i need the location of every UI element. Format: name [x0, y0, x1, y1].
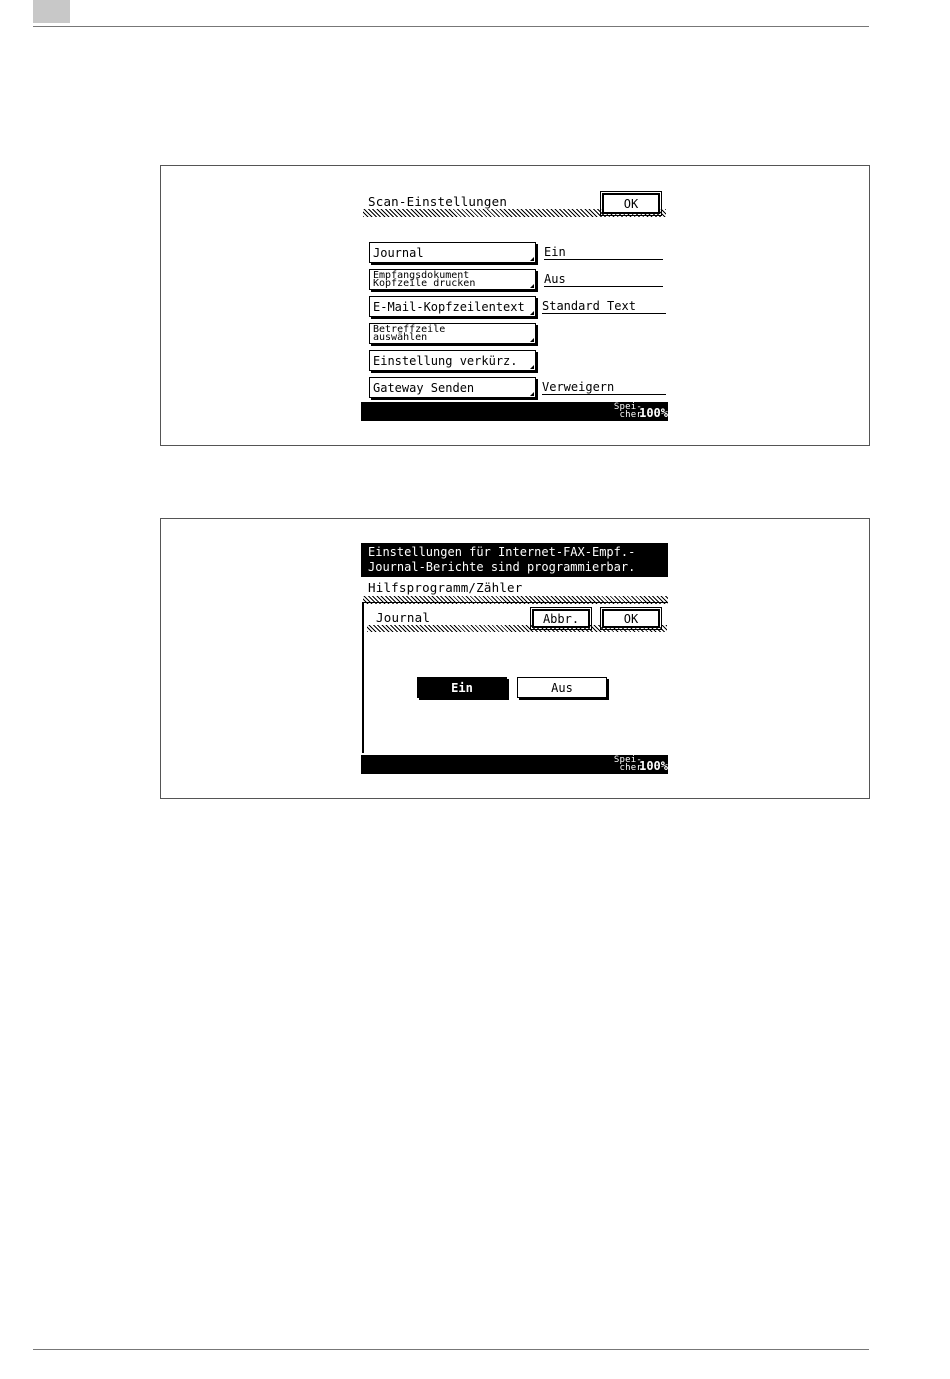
message-banner	[361, 543, 668, 577]
scan-settings-frame	[160, 165, 870, 446]
betreffzeile-button[interactable]	[369, 323, 536, 344]
betreffzeile-label-line2: auswählen	[373, 331, 428, 343]
memory-value: 100%	[639, 759, 668, 773]
einstellung-verkuerz-button[interactable]	[369, 350, 536, 371]
einstellung-verkuerz-label: Einstellung verkürz.	[373, 353, 518, 368]
empfangsdokument-value: Aus	[544, 273, 663, 287]
page-tab-marker	[33, 0, 70, 23]
betreffzeile-label-line1: Betreffzeile	[373, 323, 446, 335]
status-bar	[361, 755, 668, 774]
gateway-senden-label: Gateway Senden	[373, 380, 475, 395]
empfangsdokument-kopfzeile-button[interactable]	[369, 269, 536, 290]
option-aus-button[interactable]: Aus	[517, 677, 607, 698]
memory-label-line2: cher	[619, 410, 642, 420]
ok-button[interactable]: OK	[602, 609, 660, 628]
empfangsdokument-label-line2: Kopfzeile drucken	[373, 277, 476, 289]
email-kopfzeilentext-label: E-Mail-Kopfzeilentext	[373, 299, 525, 314]
option-ein-button[interactable]: Ein	[417, 677, 507, 698]
breadcrumb: Hilfsprogramm/Zähler	[368, 580, 523, 595]
message-line-1: Einstellungen für Internet-FAX-Empf.-	[368, 545, 636, 559]
ok-button[interactable]: OK	[602, 193, 660, 214]
footer-rule	[33, 1349, 869, 1350]
memory-label-line1: Spei-	[613, 755, 642, 765]
journal-button[interactable]	[369, 242, 536, 263]
journal-settings-screen	[361, 543, 668, 775]
email-kopfzeilentext-value: Standard Text	[542, 300, 666, 314]
memory-label-line2: cher	[619, 763, 642, 773]
journal-settings-frame	[160, 518, 870, 799]
email-kopfzeilentext-button[interactable]	[369, 296, 536, 317]
header-rule	[33, 26, 869, 27]
memory-value: 100%	[639, 406, 668, 420]
journal-value: Ein	[544, 246, 663, 260]
message-line-2: Journal-Berichte sind programmierbar.	[368, 560, 636, 574]
memory-label-line1: Spei-	[613, 402, 642, 412]
screen-title: Scan-Einstellungen	[368, 194, 508, 209]
gateway-senden-button[interactable]	[369, 377, 536, 398]
status-bar	[361, 402, 668, 421]
empfangsdokument-label-line1: Empfangsdokument	[373, 269, 470, 281]
gateway-senden-value: Verweigern	[542, 381, 666, 395]
memory-label	[614, 756, 642, 772]
panel-title: Journal	[376, 610, 431, 625]
journal-button-label: Journal	[373, 245, 424, 260]
scan-settings-screen	[361, 191, 668, 421]
cancel-button[interactable]: Abbr.	[532, 609, 590, 628]
memory-label	[614, 403, 642, 419]
